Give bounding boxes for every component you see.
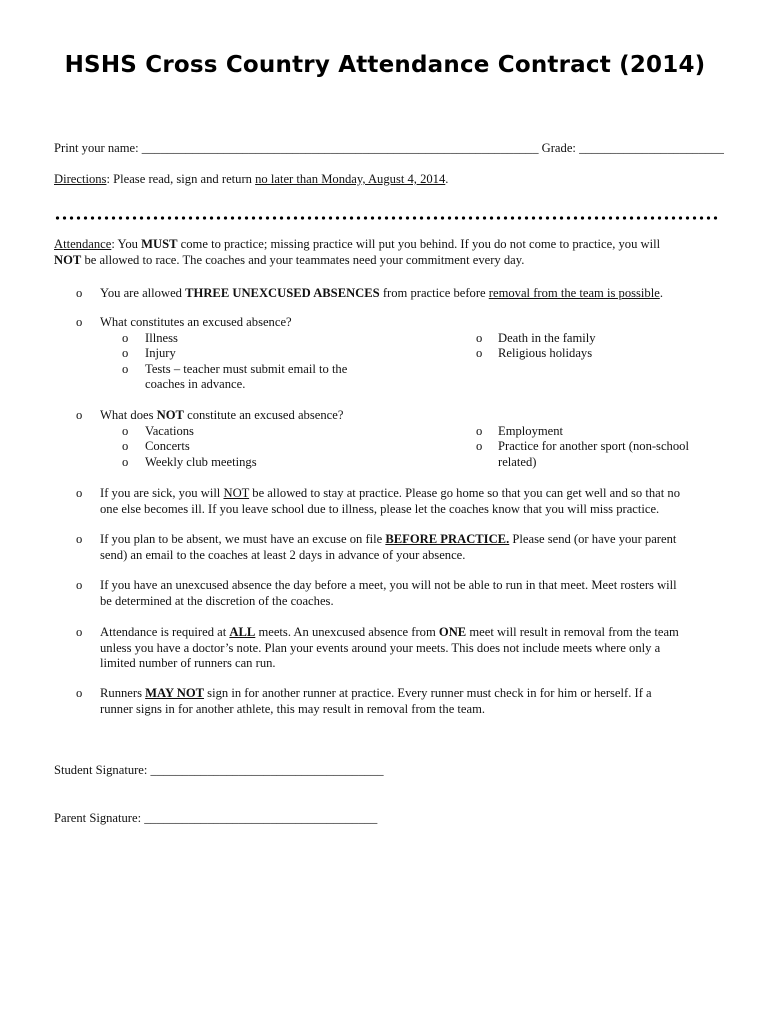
- sub-bullet-marker: o: [476, 331, 483, 345]
- b1-underline: removal from the team is possible: [488, 286, 660, 300]
- directions-line: [54, 172, 448, 188]
- b3-bold: NOT: [156, 408, 184, 422]
- page-title: HSHS Cross Country Attendance Contract (2014): [64, 52, 706, 78]
- bullet-marker: o: [76, 408, 83, 422]
- sub-item: Weekly club meetings: [145, 455, 257, 469]
- list-item-not-excused: [100, 408, 720, 424]
- sub-bullet-marker: o: [122, 346, 129, 360]
- b5-text-2: Please send (or have your parent: [509, 532, 677, 546]
- sub-item-continued: related): [498, 455, 537, 469]
- list-item-excused: What constitutes an excused absence?: [100, 315, 292, 329]
- bullet-marker: o: [76, 686, 83, 700]
- sub-bullet-marker: o: [476, 439, 483, 453]
- sub-item: Practice for another sport (non-school: [498, 439, 689, 453]
- sub-item: Concerts: [145, 439, 190, 453]
- sub-item: Injury: [145, 346, 176, 360]
- bullet-marker: o: [76, 315, 83, 329]
- bullet-marker: o: [76, 578, 83, 592]
- b4-text-1: If you are sick, you will: [100, 486, 224, 500]
- b8-may-not: MAY NOT: [145, 686, 205, 700]
- b5-text-1: If you plan to be absent, we must have an excuse on file: [100, 532, 386, 546]
- b6-line-1: If you have an unexcused absence the day before a meet, you will not be able to run in that meet. Meet rosters will: [100, 578, 677, 592]
- b3-text-2: constitute an excused absence?: [183, 408, 344, 422]
- sub-bullet-marker: o: [476, 424, 483, 438]
- b7-text-3: meet will result in removal from the team: [466, 625, 679, 639]
- student-signature-label: Student Signature:: [54, 763, 151, 777]
- b8-text-1: Runners: [100, 686, 146, 700]
- list-item-meet-absence: [100, 578, 720, 609]
- sub-item-continued: coaches in advance.: [145, 377, 246, 391]
- sub-bullet-marker: o: [122, 362, 129, 376]
- name-label: Print your name:: [54, 141, 142, 155]
- b4-line-2: one else becomes ill. If you leave school due to illness, please let the coaches know that you will miss practice.: [100, 501, 660, 516]
- b1-text-3: .: [659, 286, 663, 300]
- b1-text-2: from practice before: [379, 286, 489, 300]
- name-grade-line: [54, 141, 724, 157]
- b5-line-2: send) an email to the coaches at least 2 days in advance of your absence.: [100, 547, 466, 562]
- sub-bullet-marker: o: [476, 346, 483, 360]
- b7-line-3: limited number of runners can run.: [100, 656, 276, 670]
- list-item-planned-absence: [100, 532, 720, 563]
- sub-bullet-marker: o: [122, 439, 129, 453]
- b4-not: NOT: [223, 486, 250, 500]
- sub-item: Employment: [498, 424, 564, 438]
- attendance-text-3: be allowed to race. The coaches and your teammates need your commitment every day.: [81, 252, 525, 267]
- sub-bullet-marker: o: [122, 455, 129, 469]
- parent-signature-field[interactable]: _____________________________________: [144, 811, 378, 825]
- name-field[interactable]: _______________________________________________________________: [141, 141, 539, 155]
- student-signature-field[interactable]: _____________________________________: [150, 763, 384, 777]
- dotted-divider: [54, 216, 718, 220]
- not-text: NOT: [54, 252, 82, 267]
- bullet-marker: o: [76, 286, 83, 300]
- list-item-meets-required: [100, 625, 720, 672]
- b7-text-2: meets. An unexcused absence from: [255, 625, 439, 639]
- b3-text-1: What does: [100, 408, 157, 422]
- bullet-marker: o: [76, 625, 83, 639]
- b8-line-2: runner signs in for another athlete, this may result in removal from the team.: [100, 701, 486, 716]
- directions-label: Directions: [54, 172, 107, 186]
- bullet-marker: o: [76, 532, 83, 546]
- attendance-text-2: come to practice; missing practice will put you behind. If you do not come to practice, you will: [177, 237, 661, 251]
- b4-text-2: be allowed to stay at practice. Please go home so that you can get well and so that no: [249, 486, 680, 500]
- b5-bold: BEFORE PRACTICE.: [385, 532, 510, 546]
- parent-signature-line: [54, 811, 377, 827]
- b1-text-1: You are allowed: [100, 286, 186, 300]
- b6-line-2: be determined at the discretion of the coaches.: [100, 593, 334, 608]
- attendance-label: Attendance: [54, 237, 112, 251]
- list-item-sign-in: [100, 686, 720, 717]
- must-text: MUST: [141, 237, 178, 251]
- sub-item: Tests – teacher must submit email to the: [145, 362, 348, 376]
- sub-item: Religious holidays: [498, 346, 593, 360]
- b7-line-2: unless you have a doctor’s note. Plan your events around your meets. This does not include meets where only a: [100, 640, 661, 655]
- b8-text-2: sign in for another runner at practice. Every runner must check in for him or herself. If a: [204, 686, 652, 700]
- student-signature-line: [54, 763, 384, 779]
- attendance-paragraph: [54, 237, 718, 268]
- sub-item: Vacations: [145, 424, 194, 438]
- b7-all: ALL: [229, 625, 256, 639]
- b7-text-1: Attendance is required at: [100, 625, 230, 639]
- sub-bullet-marker: o: [122, 424, 129, 438]
- bullet-marker: o: [76, 486, 83, 500]
- grade-field[interactable]: _______________________: [579, 141, 724, 155]
- parent-signature-label: Parent Signature:: [54, 811, 145, 825]
- attendance-text-1: : You: [111, 237, 142, 251]
- b1-bold: THREE UNEXCUSED ABSENCES: [185, 286, 380, 300]
- list-item-sick: [100, 486, 720, 517]
- deadline-text: no later than Monday, August 4, 2014: [255, 172, 446, 186]
- list-item-absences: [100, 286, 720, 302]
- directions-text: : Please read, sign and return: [106, 172, 256, 186]
- sub-item: Death in the family: [498, 331, 596, 345]
- sub-item: Illness: [145, 331, 178, 345]
- b7-one: ONE: [438, 625, 467, 639]
- sub-bullet-marker: o: [122, 331, 129, 345]
- grade-label: Grade:: [538, 141, 580, 155]
- directions-period: .: [445, 172, 449, 186]
